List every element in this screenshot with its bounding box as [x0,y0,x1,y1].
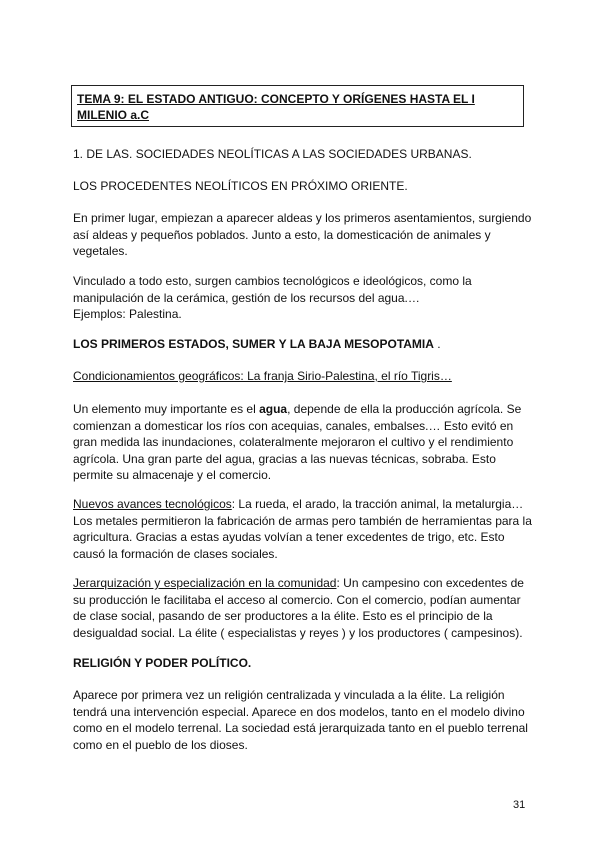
document-title: TEMA 9: EL ESTADO ANTIGUO: CONCEPTO Y ORÍGENES HASTA EL I MILENIO a.C [77,92,475,122]
paragraph-avances-label: Nuevos avances tecnológicos [73,497,232,511]
paragraph-agua-pre: Un elemento muy importante es el [73,402,260,416]
paragraph-cambios [73,273,533,323]
paragraph-cambios-text: Vinculado a todo esto, surgen cambios tecnológicos e ideológicos, como la manipulación de la cerámica, gestión de los recursos del agua.… [73,274,472,305]
section-heading-estados [73,336,533,353]
paragraph-agua-post: , depende de ella la producción agrícola. Se comienzan a domesticar los ríos con acequias, canales, embalses.… Esto evitó en gran medida las inundaciones, colateralmente mejoraron el cultivo y el rendimiento agrícola. Una gran parte del agua, gracias a las nuevas técnicas, sobraba. Esto permite su almacenaje y el comercio. [73,402,522,482]
paragraph-agua-bold: agua [259,402,288,416]
section-heading-estados-tail: . [433,337,441,351]
paragraph-jerarquizacion-text: : Un campesino con excedentes de su producción le facilitaba el acceso al comercio. Con el comercio, podían aumentar de clase social, pasando de ser productores a la élite. Esto es el principio de la desigualdad social. La élite ( especialistas y reyes ) y los productores ( campesinos). [73,576,524,640]
paragraph-avances-text: : La rueda, el arado, la tracción animal, la metalurgia… Los metales permitieron la fabricación de armas pero también de herramientas para la agricultura. Gracias a estas ayudas volvían a tener excedentes de trigo, etc. Esto causó la formación de clases sociales. [73,497,532,561]
paragraph-jerarquizacion [73,575,533,641]
section-heading-religion: RELIGIÓN Y PODER POLÍTICO. [73,656,252,670]
paragraph-aldeas: En primer lugar, empiezan a aparecer aldeas y los primeros asentamientos, surgiendo así aldeas y pequeños poblados. Junto a esto, la domesticación de animales y vegetales. [73,211,532,258]
section-heading-1: 1. DE LAS. SOCIEDADES NEOLÍTICAS A LAS SOCIEDADES URBANAS. [73,147,472,161]
page-number: 31 [513,799,526,811]
section-heading-estados-text: LOS PRIMEROS ESTADOS, SUMER Y LA BAJA MESOPOTAMIA [73,337,434,351]
subsection-heading: LOS PROCEDENTES NEOLÍTICOS EN PRÓXIMO ORIENTE. [73,179,408,193]
paragraph-avances [73,496,533,562]
title-box [71,85,524,127]
geo-heading: Condicionamientos geográficos: La franja Sirio-Palestina, el río Tigris… [73,369,452,383]
paragraph-ejemplos: Ejemplos: Palestina. [73,307,182,321]
paragraph-jerarquizacion-label: Jerarquización y especialización en la comunidad [73,576,337,590]
paragraph-religion: Aparece por primera vez un religión centralizada y vinculada a la élite. La religión tendrá una intervención especial. Aparece en dos modelos, tanto en el modelo divino como en el modelo terrenal. La sociedad está jerarquizada tanto en el pueblo terrenal como en el pueblo de los dioses. [73,688,528,752]
paragraph-agua [73,401,533,484]
